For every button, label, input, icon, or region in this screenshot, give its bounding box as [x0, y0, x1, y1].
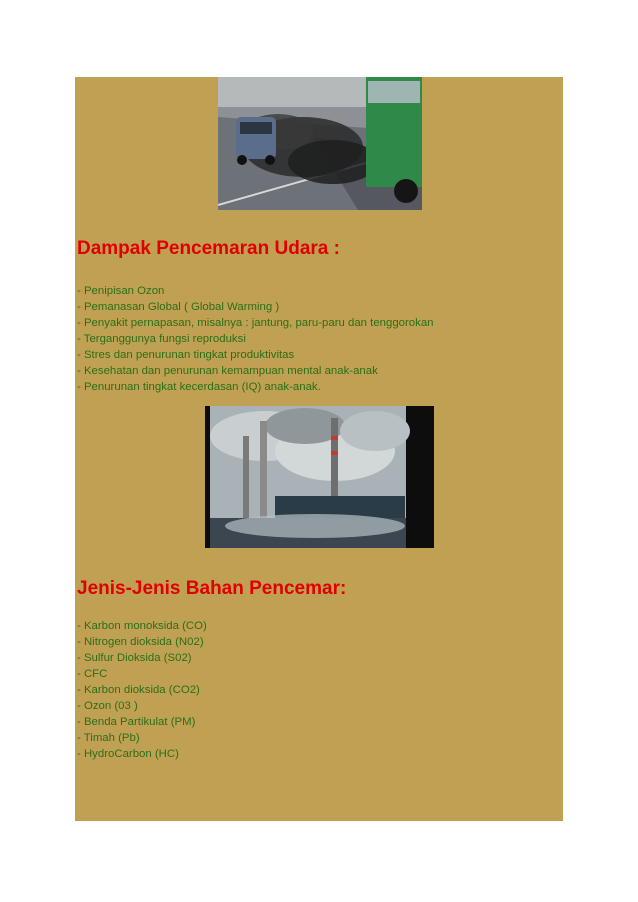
document-panel [75, 77, 563, 821]
list-item: - Nitrogen dioksida (N02) [77, 636, 204, 648]
jenis-heading: Jenis-Jenis Bahan Pencemar: [77, 578, 347, 599]
dampak-heading: Dampak Pencemaran Udara : [77, 238, 340, 259]
dampak-list [77, 283, 434, 395]
jenis-list [77, 618, 207, 762]
list-item: - CFC [77, 668, 108, 680]
list-item: - Karbon dioksida (CO2) [77, 684, 200, 696]
traffic-smoke-illustration [218, 77, 422, 210]
list-item: - Stres dan penurunan tingkat produktivitas [77, 349, 295, 361]
list-item: - Penurunan tingkat kecerdasan (IQ) anak-anak. [77, 381, 321, 393]
factory-smokestack-illustration [205, 406, 434, 548]
factory-smokestack-photo [205, 406, 434, 548]
list-item: - Pemanasan Global ( Global Warming ) [77, 301, 280, 313]
list-item: - Terganggunya fungsi reproduksi [77, 333, 246, 345]
list-item: - Benda Partikulat (PM) [77, 716, 196, 728]
list-item: - Timah (Pb) [77, 732, 140, 744]
list-item: - Ozon (03 ) [77, 700, 138, 712]
list-item: - Kesehatan dan penurunan kemampuan mental anak-anak [77, 365, 378, 377]
list-item: - Karbon monoksida (CO) [77, 620, 207, 632]
list-item: - Sulfur Dioksida (S02) [77, 652, 192, 664]
list-item: - Penipisan Ozon [77, 285, 165, 297]
list-item: - Penyakit pernapasan, misalnya : jantung, paru-paru dan tenggorokan [77, 317, 434, 329]
traffic-smoke-photo [218, 77, 422, 210]
list-item: - HydroCarbon (HC) [77, 748, 179, 760]
